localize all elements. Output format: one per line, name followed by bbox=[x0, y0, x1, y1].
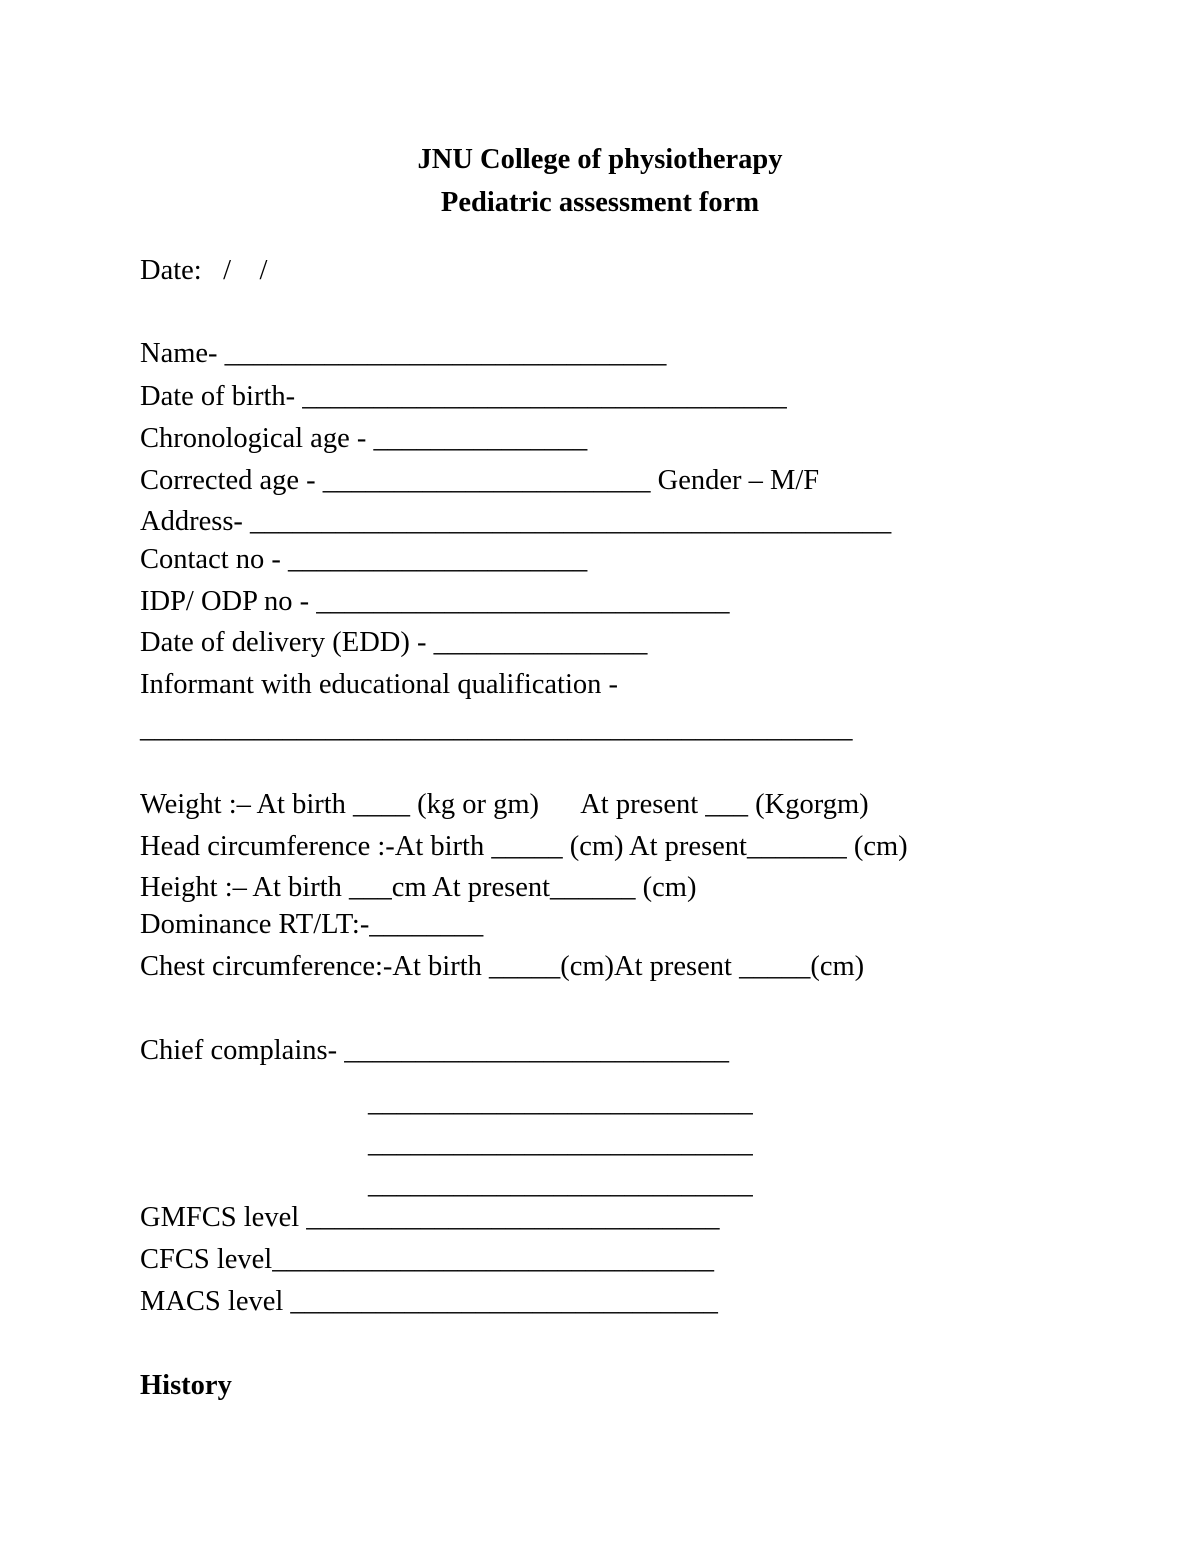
history-heading: History bbox=[140, 1370, 232, 1401]
height-field: Height :– At birth ___cm At present______ (cm) bbox=[140, 872, 697, 903]
institution-title: JNU College of physiotherapy bbox=[417, 144, 783, 175]
complaint-blank-line: ___________________________ bbox=[368, 1128, 753, 1159]
name-field: Name- _______________________________ bbox=[140, 338, 667, 369]
head-circumference-field: Head circumference :-At birth _____ (cm) At present_______ (cm) bbox=[140, 831, 908, 862]
edd-field: Date of delivery (EDD) - _______________ bbox=[140, 627, 648, 658]
chief-complaints-field: Chief complains- ___________________________ bbox=[140, 1035, 729, 1066]
address-field: Address- _____________________________________________ bbox=[140, 506, 892, 537]
informant-label: Informant with educational qualification - bbox=[140, 669, 619, 700]
date-field: Date: / / bbox=[140, 255, 268, 286]
gmfcs-level-field: GMFCS level _____________________________ bbox=[140, 1202, 720, 1233]
dominance-field: Dominance RT/LT:-________ bbox=[140, 909, 484, 940]
informant-blank-line: __________________________________________________ bbox=[140, 713, 853, 744]
weight-field: Weight :– At birth ____ (kg or gm) At present ___ (Kgorgm) bbox=[140, 789, 869, 820]
cfcs-level-field: CFCS level_______________________________ bbox=[140, 1244, 714, 1275]
complaint-blank-line: ___________________________ bbox=[368, 1087, 753, 1118]
contact-field: Contact no - _____________________ bbox=[140, 544, 588, 575]
corrected-age-gender-field: Corrected age - _______________________ Gender – M/F bbox=[140, 465, 820, 496]
chronological-age-field: Chronological age - _______________ bbox=[140, 423, 588, 454]
form-title: Pediatric assessment form bbox=[440, 187, 760, 218]
macs-level-field: MACS level ______________________________ bbox=[140, 1286, 718, 1317]
complaint-blank-line: ___________________________ bbox=[368, 1169, 753, 1200]
chest-circumference-field: Chest circumference:-At birth _____(cm)At present _____(cm) bbox=[140, 951, 865, 982]
dob-field: Date of birth- __________________________________ bbox=[140, 381, 787, 412]
idp-odp-field: IDP/ ODP no - _____________________________ bbox=[140, 586, 730, 617]
